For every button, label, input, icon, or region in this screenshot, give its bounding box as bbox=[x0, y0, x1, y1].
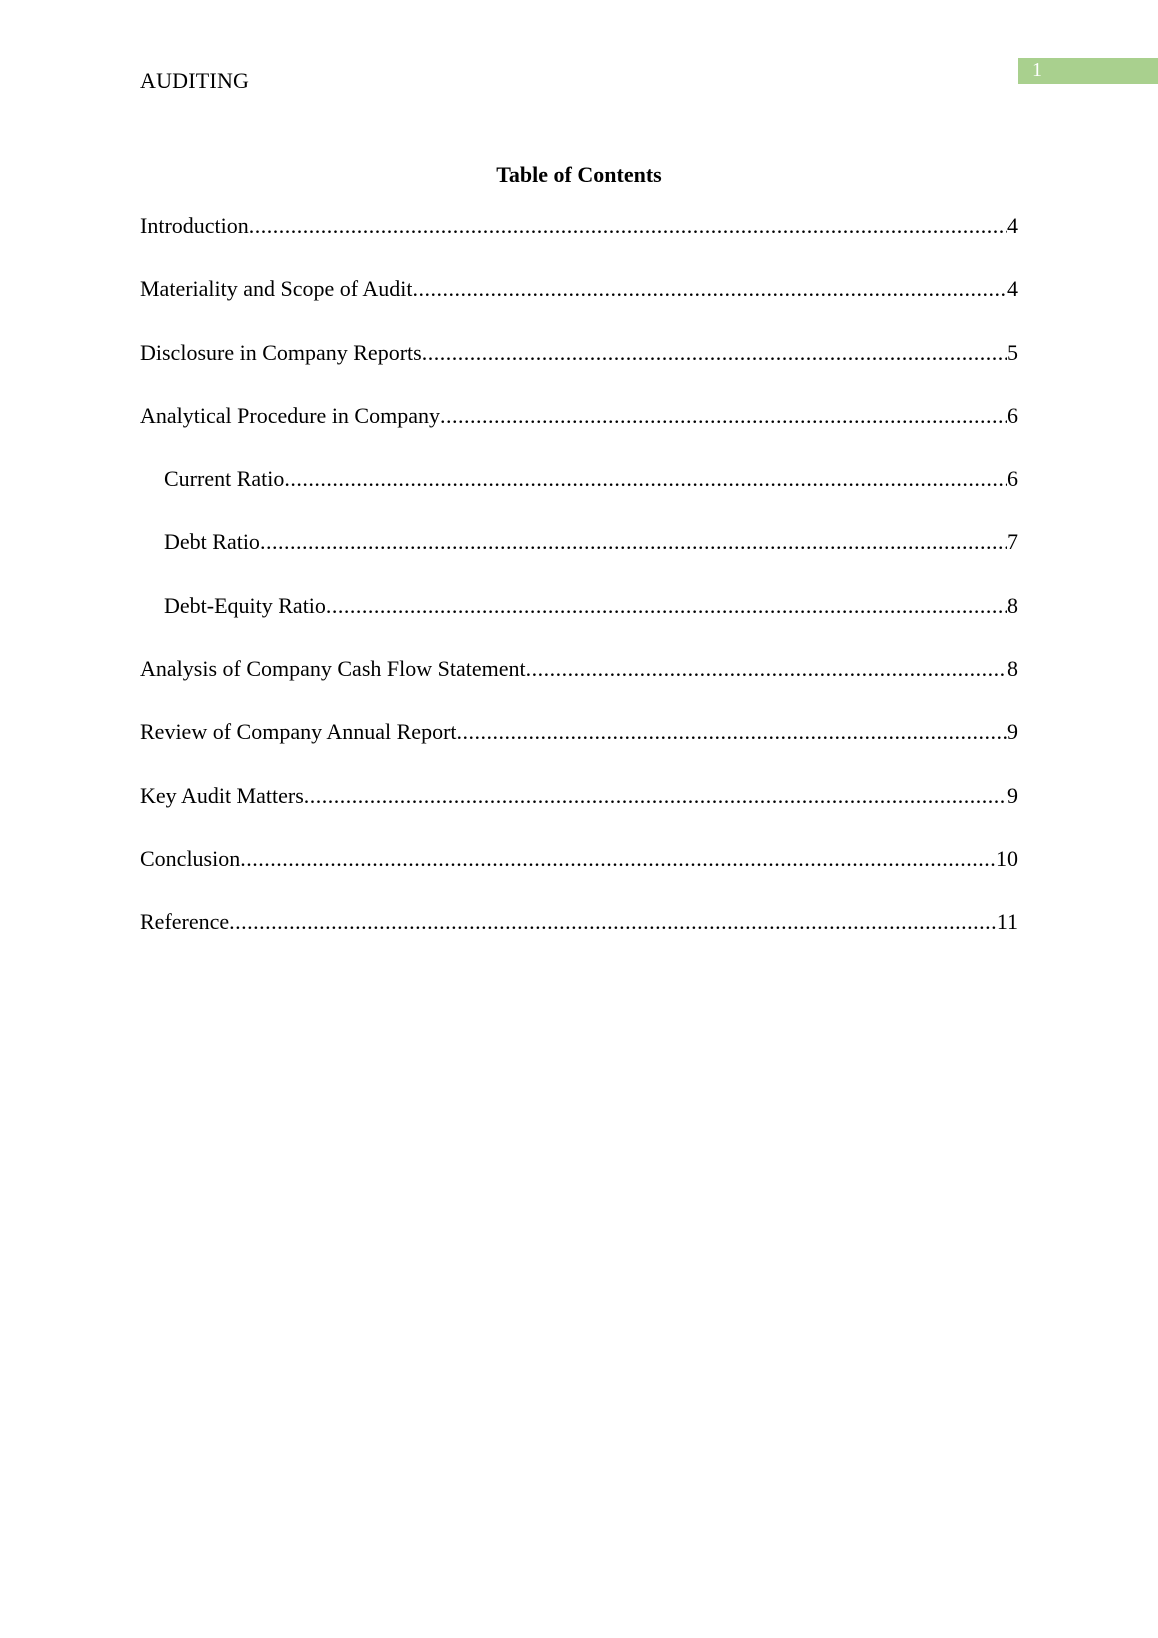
toc-entry-page: 8 bbox=[1007, 656, 1018, 682]
toc-entry-label: Analytical Procedure in Company bbox=[140, 402, 440, 428]
toc-entry-label: Key Audit Matters bbox=[140, 782, 304, 808]
running-head-title: AUDITING bbox=[140, 68, 250, 93]
toc-entry-introduction[interactable] bbox=[140, 213, 1018, 276]
toc-entry-disclosure[interactable] bbox=[140, 340, 1018, 403]
toc-entry-reference[interactable] bbox=[140, 909, 1018, 972]
toc-dot-leader bbox=[260, 529, 1007, 555]
toc-entry-cash-flow[interactable] bbox=[140, 656, 1018, 719]
toc-entry-label: Debt-Equity Ratio bbox=[164, 592, 326, 618]
toc-entry-page: 10 bbox=[996, 845, 1018, 871]
toc-entry-materiality[interactable] bbox=[140, 276, 1018, 339]
toc-dot-leader bbox=[526, 656, 1007, 682]
toc-entry-label: Analysis of Company Cash Flow Statement bbox=[140, 656, 526, 682]
toc-entry-label: Review of Company Annual Report bbox=[140, 719, 457, 745]
toc-entry-page: 9 bbox=[1007, 782, 1018, 808]
toc-dot-leader bbox=[413, 276, 1008, 302]
toc-entry-page: 5 bbox=[1007, 339, 1018, 365]
toc-entry-page: 6 bbox=[1007, 402, 1018, 428]
toc-entry-debt-ratio[interactable] bbox=[140, 529, 1018, 592]
toc-entry-current-ratio[interactable] bbox=[140, 466, 1018, 529]
toc-entry-page: 7 bbox=[1007, 529, 1018, 555]
toc-dot-leader bbox=[284, 466, 1007, 492]
toc-entry-analytical-procedure[interactable] bbox=[140, 403, 1018, 466]
toc-entry-key-audit-matters[interactable] bbox=[140, 783, 1018, 846]
page-number-badge bbox=[1018, 58, 1158, 84]
toc-entry-label: Conclusion bbox=[140, 845, 241, 871]
toc-dot-leader bbox=[240, 846, 996, 872]
toc-entry-page: 8 bbox=[1007, 592, 1018, 618]
toc-entry-label: Reference bbox=[140, 909, 230, 935]
toc-entry-page: 6 bbox=[1007, 466, 1018, 492]
toc-dot-leader bbox=[304, 783, 1007, 809]
toc-entry-page: 9 bbox=[1007, 719, 1018, 745]
toc-entry-label: Materiality and Scope of Audit bbox=[140, 276, 413, 302]
toc-entry-annual-report[interactable] bbox=[140, 719, 1018, 782]
table-of-contents bbox=[140, 213, 1018, 973]
toc-entry-label: Disclosure in Company Reports bbox=[140, 339, 422, 365]
toc-dot-leader bbox=[457, 719, 1007, 745]
toc-dot-leader bbox=[440, 403, 1007, 429]
toc-dot-leader bbox=[326, 593, 1007, 619]
toc-entry-label: Current Ratio bbox=[164, 466, 285, 492]
page-number: 1 bbox=[1032, 59, 1042, 81]
toc-entry-page: 11 bbox=[996, 909, 1018, 935]
toc-entry-conclusion[interactable] bbox=[140, 846, 1018, 909]
toc-entry-label: Debt Ratio bbox=[164, 529, 260, 555]
toc-entry-page: 4 bbox=[1007, 213, 1018, 238]
toc-title: Table of Contents bbox=[496, 162, 662, 187]
toc-dot-leader bbox=[229, 909, 997, 935]
toc-dot-leader bbox=[422, 340, 1007, 366]
toc-entry-debt-equity-ratio[interactable] bbox=[140, 593, 1018, 656]
toc-dot-leader bbox=[249, 213, 1007, 239]
toc-entry-page: 4 bbox=[1007, 276, 1018, 302]
toc-entry-label: Introduction bbox=[140, 213, 249, 238]
